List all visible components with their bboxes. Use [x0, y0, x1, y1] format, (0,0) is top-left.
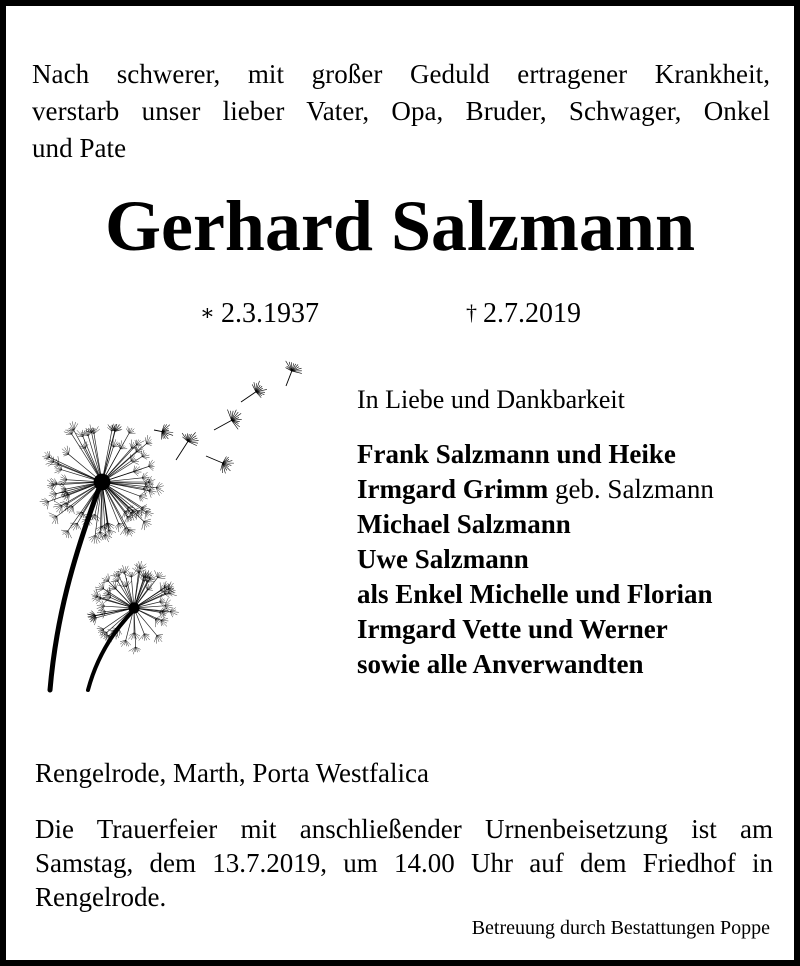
mourner-line	[357, 612, 714, 647]
mourner-line	[357, 507, 714, 542]
death-date-value: 2.7.2019	[483, 298, 581, 329]
undertaker-credit: Betreuung durch Bestattungen Poppe	[471, 917, 770, 939]
intro-line: verstarb unser lieber Vater, Opa, Bruder, Schwager, Onkel	[32, 96, 770, 126]
birth-date	[200, 296, 319, 333]
dandelion-icon	[36, 360, 326, 695]
thanks-heading: In Liebe und Dankbarkeit	[357, 385, 625, 414]
intro-line: und Pate	[32, 133, 127, 163]
mourner-name: Michael Salzmann	[357, 509, 571, 539]
mourner-note: geb. Salzmann	[548, 474, 714, 504]
deceased-name: Gerhard Salzmann	[104, 186, 696, 266]
death-date	[466, 296, 581, 333]
mourner-name: Uwe Salzmann	[357, 544, 529, 574]
birth-date-value: 2.3.1937	[220, 298, 319, 329]
mourner-name: Irmgard Vette und Werner	[357, 614, 668, 644]
intro-text	[32, 56, 770, 167]
intro-line: Nach schwerer, mit großer Geduld ertragener Krankheit,	[32, 59, 770, 89]
mourner-name: Irmgard Grimm	[357, 474, 549, 504]
mourner-line	[357, 472, 714, 507]
mourner-name: als Enkel Michelle und Florian	[357, 579, 713, 609]
death-cross-icon: †	[466, 300, 477, 325]
mourner-line	[357, 647, 714, 682]
service-line: Samstag, dem 13.7.2019, um 14.00 Uhr auf dem Friedhof in	[35, 848, 773, 878]
service-line: Die Trauerfeier mit anschließender Urnenbeisetzung ist am	[35, 814, 773, 844]
birth-star-icon: ∗	[200, 300, 215, 325]
places-line: Rengelrode, Marth, Porta Westfalica	[35, 758, 429, 788]
mourner-name: Frank Salzmann und Heike	[357, 439, 676, 469]
service-line: Rengelrode.	[35, 882, 167, 912]
mourner-line	[357, 542, 714, 577]
mourner-line	[357, 577, 714, 612]
mourner-line	[357, 437, 714, 472]
mourners-list	[357, 437, 714, 682]
mourner-name: sowie alle Anverwandten	[357, 649, 644, 679]
service-info	[35, 812, 773, 914]
